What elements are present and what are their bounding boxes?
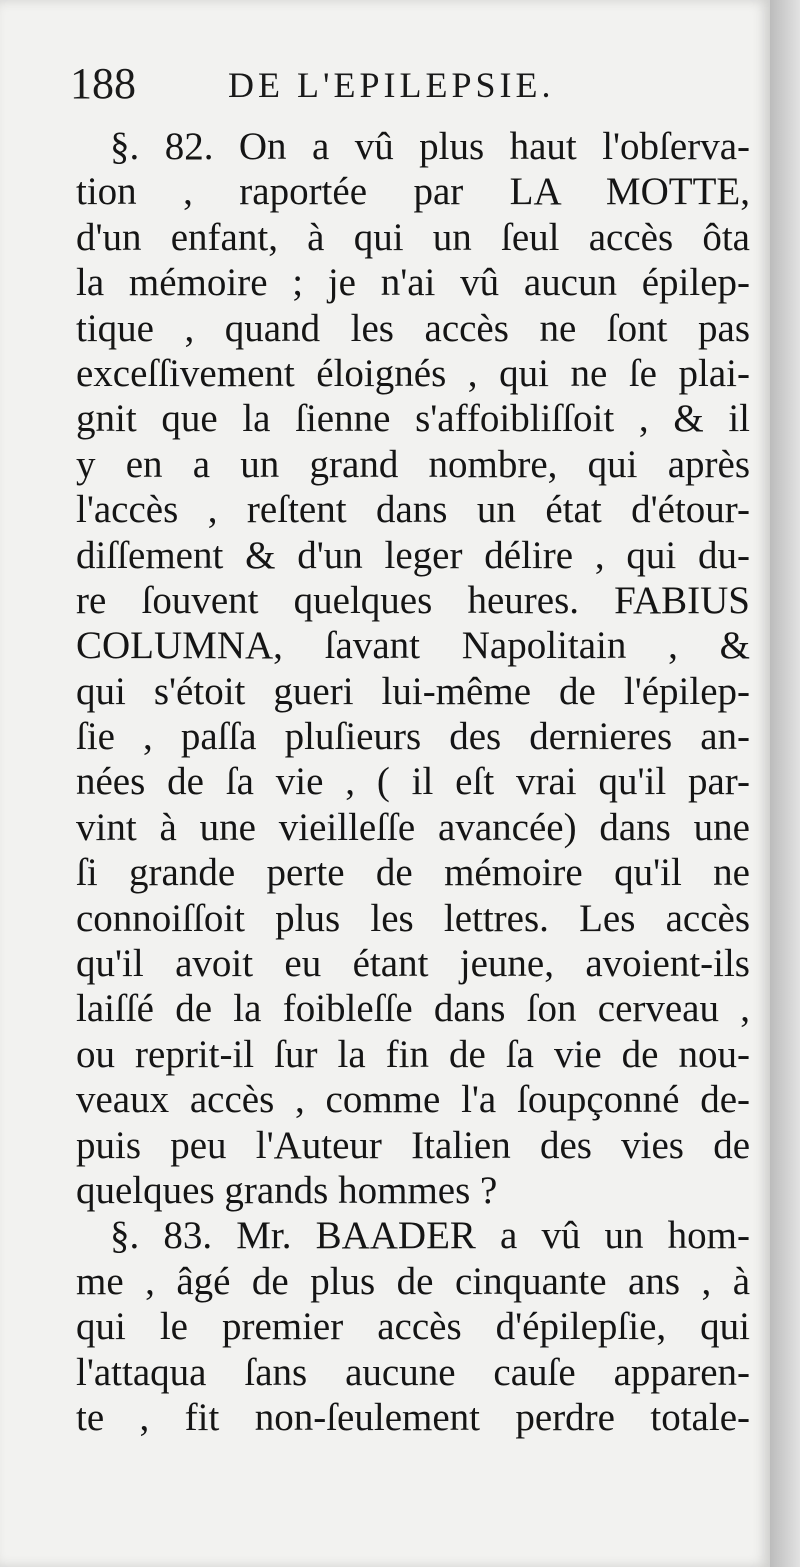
text-line: tion , raportée par LA MOTTE,	[76, 170, 750, 214]
text-line: re ſouvent quelques heures. FABIUS	[76, 578, 750, 622]
text-line: ſi grande perte de mémoire qu'il ne	[76, 851, 750, 895]
text-line: ſie , paſſa pluſieurs des dernieres an-	[76, 715, 750, 759]
text-line: gnit que la ſienne s'affoibliſſoit , & il	[76, 397, 750, 441]
text-line: nées de ſa vie , ( il eſt vrai qu'il par-	[76, 760, 750, 804]
text-line: quelques grands hommes ?	[76, 1168, 498, 1212]
page-edge-shadow	[770, 0, 800, 1567]
text-line: veaux accès , comme l'a ſoupçonné de-	[76, 1078, 750, 1122]
text-line: §. 83. Mr. BAADER a vû un hom-	[110, 1214, 750, 1258]
text-line: l'accès , reſtent dans un état d'étour-	[76, 488, 750, 532]
text-line: y en a un grand nombre, qui après	[76, 442, 750, 486]
text-line: diſſement & d'un leger délire , qui du-	[76, 533, 750, 577]
running-title: DE L'EPILEPSIE.	[228, 65, 555, 105]
page-header	[70, 58, 750, 118]
text-line: qu'il avoit eu étant jeune, avoient-ils	[76, 942, 750, 986]
text-line: te , fit non-ſeulement perdre totale-	[76, 1395, 750, 1439]
text-line: qui le premier accès d'épilepſie, qui	[76, 1305, 750, 1349]
text-line: l'attaqua ſans aucune cauſe apparen-	[76, 1350, 750, 1394]
text-line: qui s'étoit gueri lui-même de l'épilep-	[76, 669, 750, 713]
text-line: la mémoire ; je n'ai vû aucun épilep-	[76, 261, 750, 305]
text-line: ou reprit-il ſur la fin de ſa vie de nou-	[76, 1032, 750, 1076]
text-line: exceſſivement éloignés , qui ne ſe plai-	[76, 351, 750, 395]
text-line: §. 82. On a vû plus haut l'obſerva-	[110, 125, 750, 168]
text-line: me , âgé de plus de cinquante ans , à	[76, 1259, 750, 1303]
text-line: vint à une vieilleſſe avancée) dans une	[76, 805, 750, 849]
body-text	[76, 124, 750, 1440]
page-number: 188	[70, 59, 136, 108]
text-line: laiſſé de la foibleſſe dans ſon cerveau ,	[76, 987, 750, 1031]
text-line: puis peu l'Auteur Italien des vies de	[76, 1123, 750, 1167]
text-line: COLUMNA, ſavant Napolitain , &	[76, 624, 750, 668]
text-line: connoiſſoit plus les lettres. Les accès	[76, 896, 750, 940]
text-line: d'un enfant, à qui un ſeul accès ôta	[76, 215, 750, 259]
text-line: tique , quand les accès ne ſont pas	[76, 306, 750, 350]
